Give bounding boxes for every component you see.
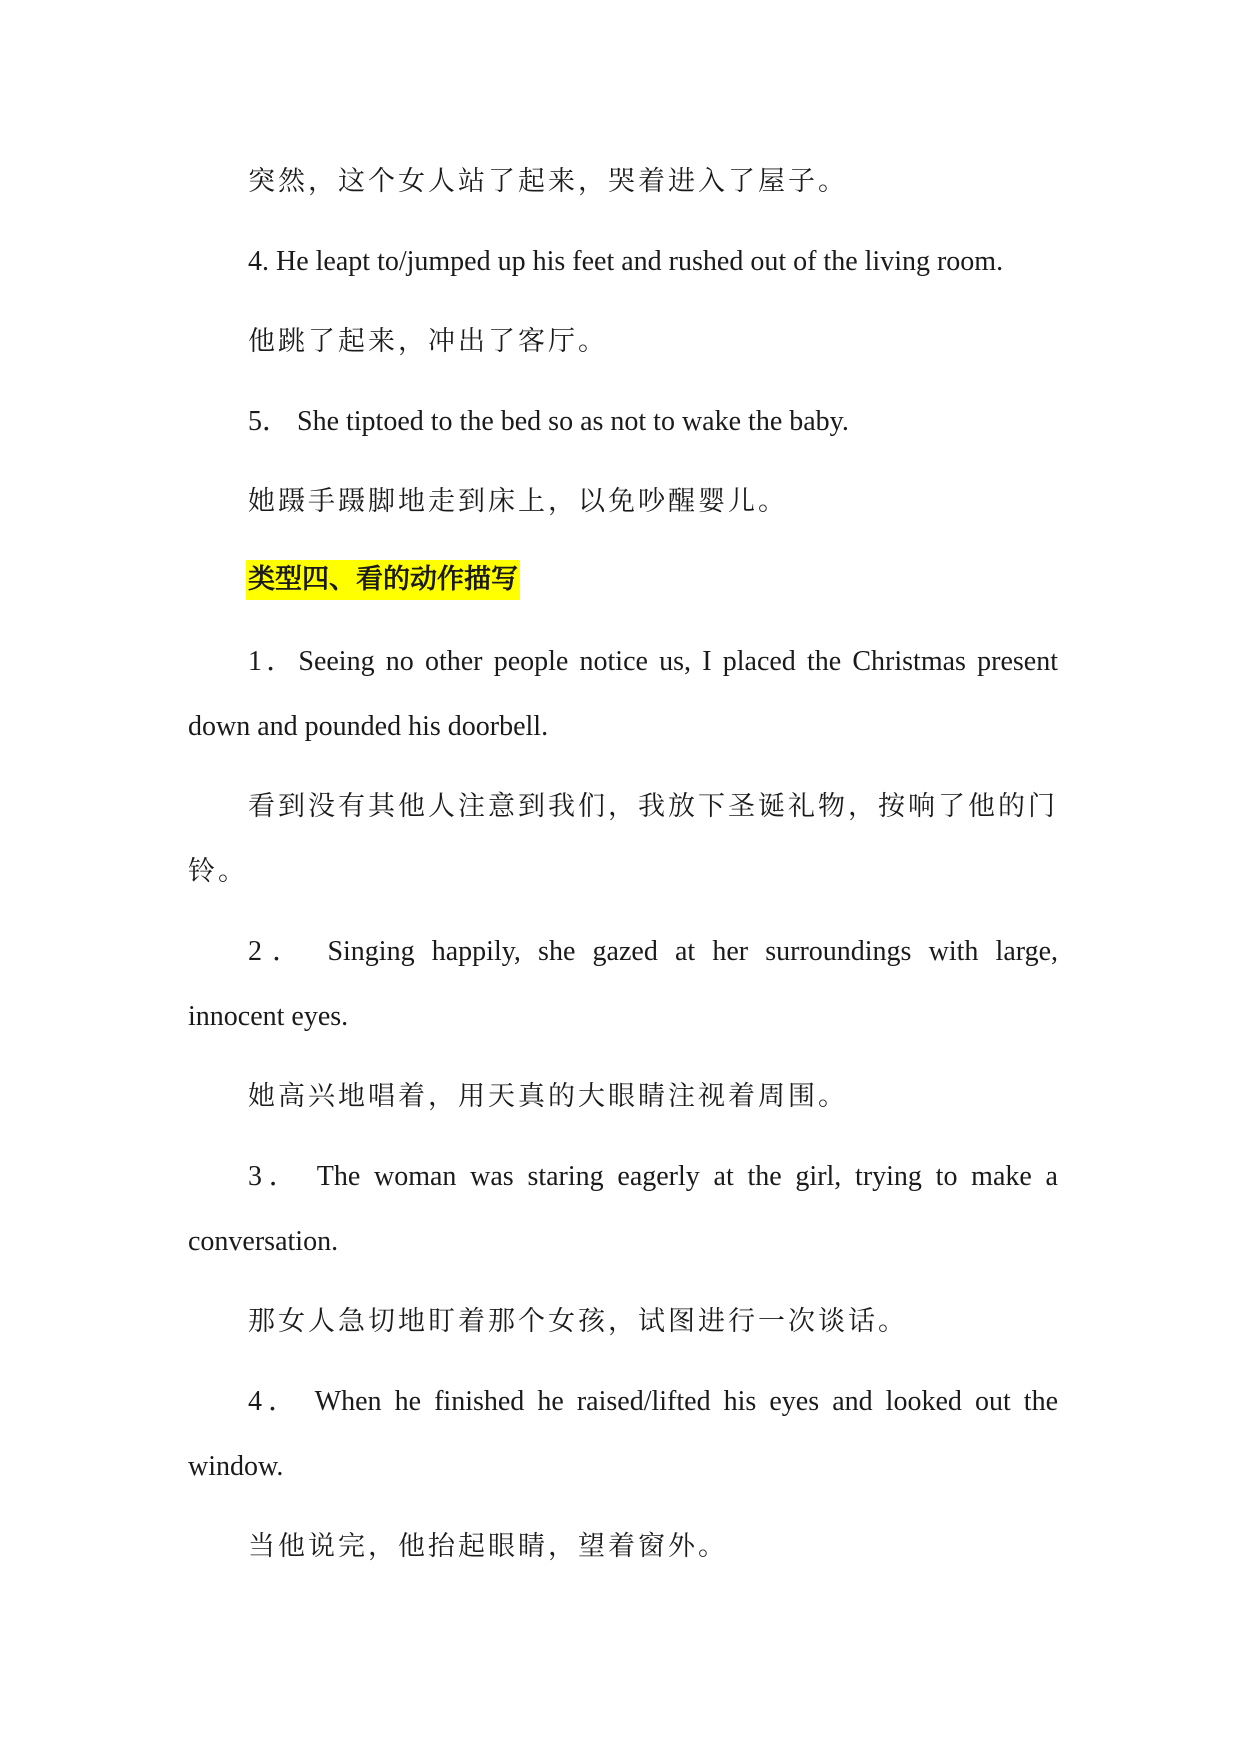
paragraph-line: 铃。 — [188, 856, 248, 887]
paragraph-line: innocent eyes. — [188, 1001, 349, 1032]
paragraph-line: 她蹑手蹑脚地走到床上，以免吵醒婴儿。 — [248, 486, 788, 517]
paragraph-line: 那女人急切地盯着那个女孩，试图进行一次谈话。 — [248, 1306, 908, 1337]
paragraph-line: 4. He leapt to/jumped up his feet and rushed out of the living room. — [248, 246, 1004, 277]
paragraph-line: 5． She tiptoed to the bed so as not to wake the baby. — [248, 406, 849, 437]
paragraph-line: 2． Singing happily, she gazed at her surroundings with large, — [248, 936, 1058, 967]
paragraph-line: 1．Seeing no other people notice us, I placed the Christmas present — [248, 646, 1058, 677]
paragraph-line: 4． When he finished he raised/lifted his eyes and looked out the — [248, 1386, 1058, 1417]
paragraph-line: window. — [188, 1451, 284, 1482]
paragraph-line: 当他说完，他抬起眼睛，望着窗外。 — [248, 1531, 728, 1562]
paragraph-line: down and pounded his doorbell. — [188, 711, 549, 742]
section-heading: 类型四、看的动作描写 — [246, 560, 520, 600]
paragraph-line: 3． The woman was staring eagerly at the girl, trying to make a — [248, 1161, 1058, 1192]
paragraph-line: 她高兴地唱着，用天真的大眼睛注视着周围。 — [248, 1081, 848, 1112]
paragraph-line: 突然，这个女人站了起来，哭着进入了屋子。 — [248, 166, 848, 197]
paragraph-line: 他跳了起来，冲出了客厅。 — [248, 326, 608, 357]
paragraph-line: conversation. — [188, 1226, 339, 1257]
paragraph-line: 看到没有其他人注意到我们，我放下圣诞礼物，按响了他的门 — [248, 791, 1058, 822]
